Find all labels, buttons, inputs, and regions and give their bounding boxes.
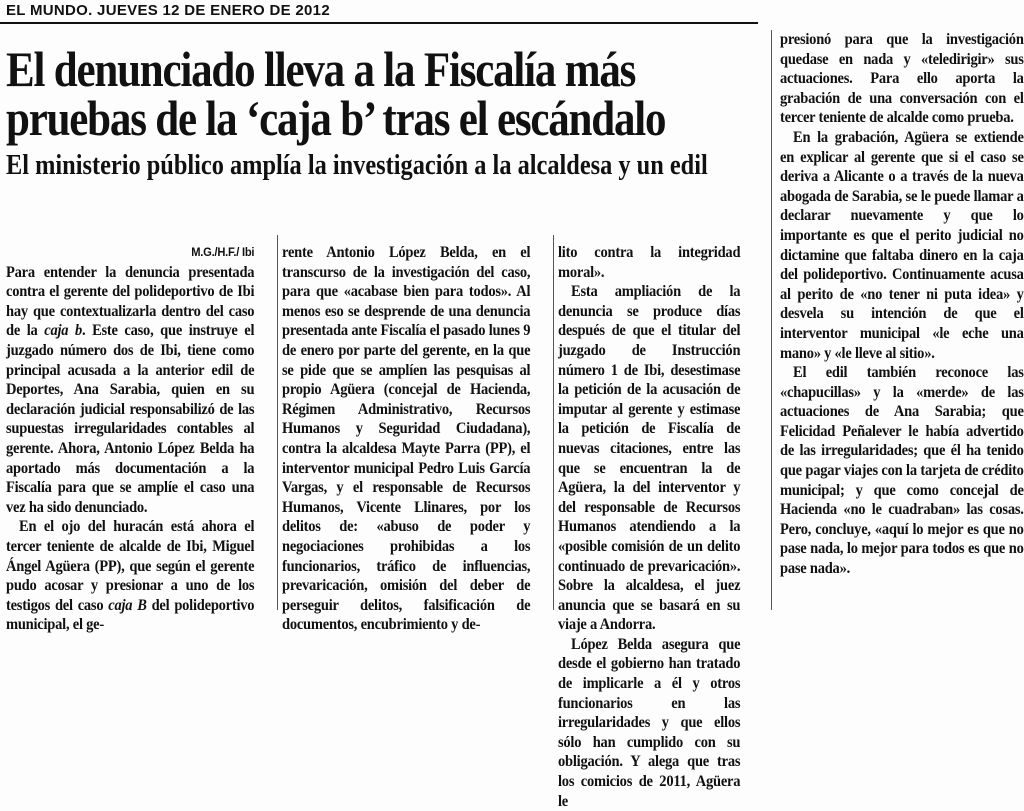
col2-paragraph-1: rente Antonio López Belda, en el transcurso de la investigación del caso, para que «acabase bien para todos». Al menos eso se desprende de una denuncia presentada ante Fiscalía el pasado lunes 9 de enero por parte del gerente, en la que se pide que se amplíen las pesquisas al propio Agüera (concejal de Hacienda, Régimen Administrativo, Recursos Humanos y Seguridad Ciudadana), contra la alcaldesa Mayte Parra (PP), el interventor municipal Pedro Luis García Vargas, y el responsable de Recursos Humanos, Vicente Llinares, por los delitos de: «abuso de poder y negociaciones prohibidas a los funcionarios, tráfico de influencias, prevaricación, omisión del deber de perseguir delitos, falsificación de documentos, encubrimiento y de-	[282, 244, 531, 634]
column-divider-1	[277, 235, 278, 610]
col1-paragraph-1: Para entender la denuncia presentada contra el gerente del polideportivo de Ibi hay que contextualizarla dentro del caso de la caja b. Este caso, que instruye el juzgado número dos de Ibi, tiene como principal acusada a la anterior edil de Deportes, Ana Sarabia, quien en su declaración judicial responsabilizó de las supuestas irregularidades contables al gerente. Ahora, Antonio López Belda ha aportado más documentación a la Fiscalía para que se amplíe el caso una vez ha sido denunciado.	[6, 263, 255, 516]
top-rule	[0, 22, 758, 24]
byline: M.G./H.F./ Ibi	[191, 245, 255, 259]
dateline: EL MUNDO. JUEVES 12 DE ENERO DE 2012	[6, 2, 330, 19]
article-column-3	[558, 243, 740, 811]
col3-paragraph-1: lito contra la integridad moral».	[558, 244, 741, 281]
article-column-4	[780, 30, 1024, 579]
col1-paragraph-2: En el ojo del huracán está ahora el tercer teniente de alcalde de Ibi, Miguel Ángel Agüera (PP), que según el gerente pudo acosar y presionar a uno de los testigos del caso caja B del polideportivo municipal, el ge-	[6, 518, 255, 634]
headline-line-2: pruebas de la ‘caja b’ tras el escándalo	[6, 90, 666, 146]
headline-line-1: El denunciado lleva a la Fiscalía más	[6, 41, 636, 97]
article-column-1	[6, 243, 254, 635]
headline	[6, 41, 666, 146]
col4-paragraph-1: presionó para que la investigación quedase en nada y «teledirigir» sus actuaciones. Para ello aporta la grabación de una conversación con el tercer teniente de alcalde como prueba.	[780, 31, 1024, 127]
col4-paragraph-3: El edil también reconoce las «chapucillas» y la «merde» de las actuaciones de Ana Sarabia; que Felicidad Peñalever le había advertido de las irregularidades; que él ha tenido que pagar viajes con la tarjeta de crédito municipal; y que como concejal de Hacienda «no le cuadraban» las cosas. Pero, concluye, «aquí lo mejor es que no pase nada, lo mejor para todos es que no pase nada».	[780, 364, 1024, 578]
col3-paragraph-2: Esta ampliación de la denuncia se produce días después de que el titular del juzgado de Instrucción número 1 de Ibi, desestimase la petición de la acusación de imputar al gerente y estimase la petición de Fiscalía de nuevas citaciones, entre las que se encuentran la de Agüera, la del interventor y del responsable de Recursos Humanos atendiendo a la «posible comisión de un delito continuado de prevaricación». Sobre la alcaldesa, el juez anuncia que se basará en su viaje a Andorra.	[558, 283, 741, 634]
col3-paragraph-3: López Belda asegura que desde el gobierno han tratado de implicarle a él y otros funcionarios en las irregularidades y que ellos sólo han cumplido con su obligación. Y alega que tras los comicios de 2011, Agüera le	[558, 635, 741, 810]
col4-paragraph-2: En la grabación, Agüera se extiende en explicar al gerente que si el caso se deriva a Alicante o a través de la nueva abogada de Sarabia, se le puede llamar a declarar nuevamente y que lo importante es que el perito judicial no dictamine que faltaba dinero en la caja del polideportivo. Continuamente acusa al perito de «no tener ni puta idea» y desvela su intención de que el interventor municipal «le eche una mano» y «le lleve al sitio».	[780, 128, 1024, 362]
subheadline: El ministerio público amplía la investigación a la alcaldesa y un edil	[6, 150, 708, 181]
column-divider-3	[771, 30, 772, 610]
column-divider-2	[553, 235, 554, 610]
article-column-2	[282, 243, 530, 635]
